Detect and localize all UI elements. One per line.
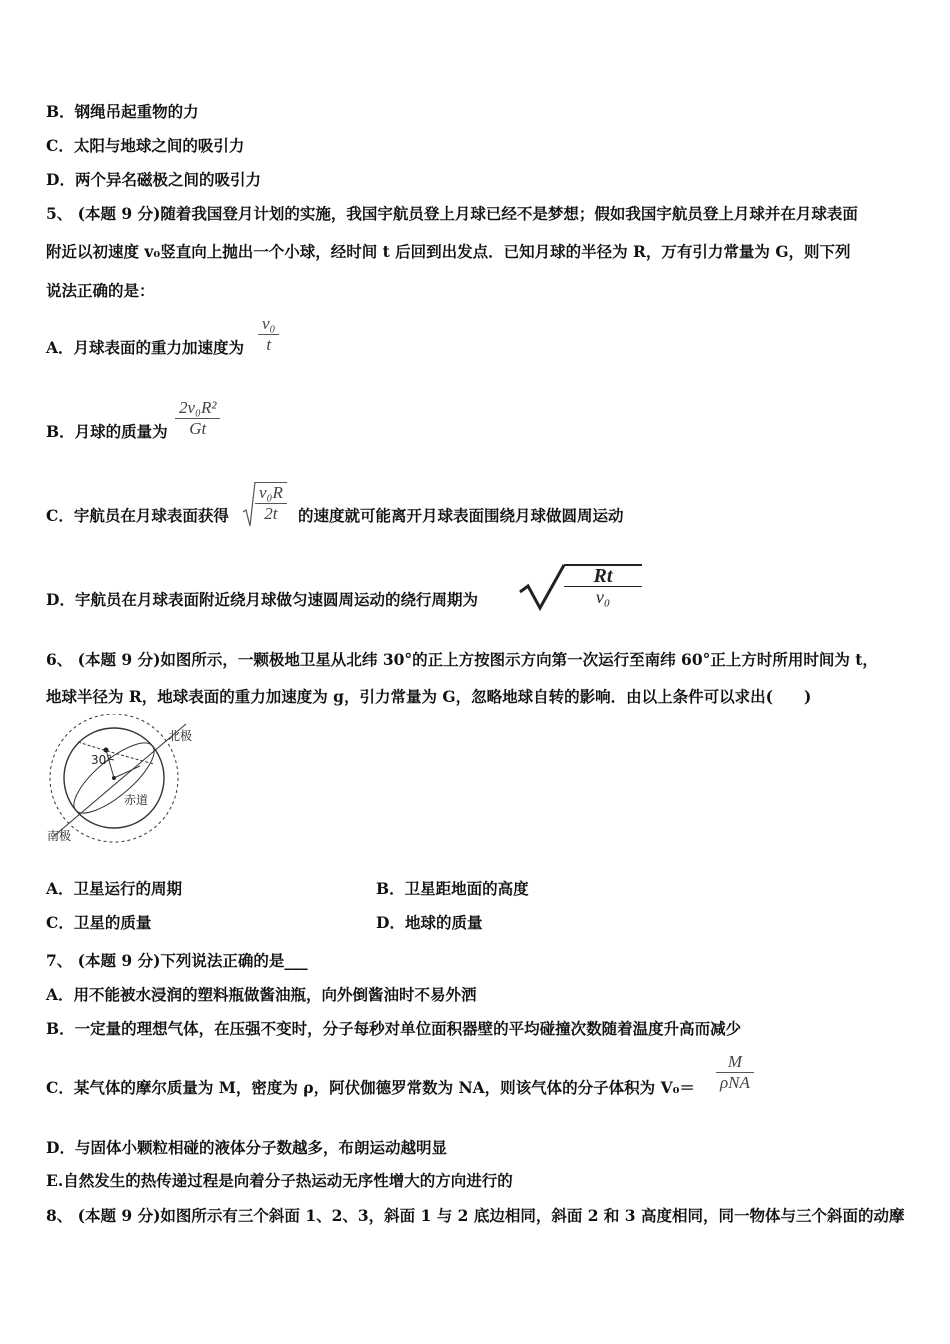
fraction-denominator: ρNA: [720, 1073, 750, 1092]
q5-option-c-tail: 的速度就可能离开月球表面围绕月球做圆周运动: [298, 506, 624, 525]
fraction-numerator: v₀R: [259, 483, 283, 502]
q7-option-c: C．某气体的摩尔质量为 M，密度为 ρ，阿伏伽德罗常数为 NA，则该气体的分子体积为 V₀＝: [46, 1078, 695, 1097]
fraction-numerator: v₀: [262, 314, 276, 333]
q7-option-a: A．用不能被水浸润的塑料瓶做酱油瓶，向外倒酱油时不易外洒: [46, 985, 477, 1004]
q5-option-d: D．宇航员在月球表面附近绕月球做匀速圆周运动的绕行周期为: [46, 590, 478, 609]
angle-label: 30°: [91, 753, 113, 767]
q4-option-d: D．两个异名磁极之间的吸引力: [46, 170, 261, 189]
earth-satellite-figure: [44, 714, 196, 844]
fraction-numerator: Rt: [593, 565, 613, 587]
fraction-numerator: M: [727, 1052, 743, 1071]
q5-option-b: B．月球的质量为: [46, 422, 168, 441]
q6-option-d: D．地球的质量: [376, 913, 483, 932]
south-pole-label: 南极: [47, 829, 72, 843]
q5-option-d-fraction: [564, 564, 642, 607]
q5-option-b-fraction: [175, 398, 220, 439]
q5-option-a-fraction: [258, 314, 279, 355]
radical-sign-icon: [242, 480, 256, 530]
q4-option-c: C．太阳与地球之间的吸引力: [46, 136, 245, 155]
q5-stem-line2: 附近以初速度 v₀竖直向上抛出一个小球，经时间 t 后回到出发点．已知月球的半径为 R，万有引力常量为 G，则下列: [46, 242, 851, 261]
q6-option-c: C．卫星的质量: [46, 913, 152, 932]
q6-option-a: A．卫星运行的周期: [46, 879, 183, 898]
fraction-denominator: 2t: [264, 504, 278, 523]
q7-option-d: D．与固体小颗粒相碰的液体分子数越多，布朗运动越明显: [46, 1138, 447, 1157]
equator-label: 赤道: [124, 793, 149, 807]
north-pole-label: 北极: [168, 729, 193, 743]
q7-option-c-fraction: [716, 1052, 754, 1093]
fraction-numerator: 2v₀R²: [179, 398, 217, 417]
q8-stem-line1: 8、 (本题 9 分)如图所示有三个斜面 1、2、3，斜面 1 与 2 底边相同，斜面 2 和 3 高度相同，同一物体与三个斜面的动摩: [46, 1206, 905, 1225]
q5-option-c: C．宇航员在月球表面获得: [46, 506, 229, 525]
q5-option-a: A．月球表面的重力加速度为: [46, 338, 245, 357]
polar-axis: [54, 724, 186, 836]
q5-option-c-fraction: [255, 482, 287, 524]
q7-option-b: B．一定量的理想气体，在压强不变时，分子每秒对单位面积器壁的平均碰撞次数随着温度升高而减少: [46, 1019, 742, 1038]
q7-option-e: E.自然发生的热传递过程是向着分子热运动无序性增大的方向进行的: [46, 1171, 513, 1190]
q6-stem-line1: 6、 (本题 9 分)如图所示，一颗极地卫星从北纬 30°的正上方按图示方向第一次运行至南纬 60°正上方时所用时间为 t，: [46, 650, 878, 669]
radical-sign-icon: [518, 562, 566, 612]
fraction-denominator: v₀: [595, 587, 611, 607]
q5-stem-line1: 5、 (本题 9 分)随着我国登月计划的实施，我国宇航员登上月球已经不是梦想；假如我国宇航员登上月球并在月球表面: [46, 204, 858, 223]
fraction-denominator: Gt: [189, 419, 207, 438]
q6-option-b: B．卫星距地面的高度: [376, 879, 529, 898]
q5-stem-line3: 说法正确的是：: [46, 281, 155, 300]
q6-stem-line2: 地球半径为 R，地球表面的重力加速度为 g，引力常量为 G，忽略地球自转的影响．由以上条件可以求出( ): [46, 687, 812, 706]
q4-option-b: B．钢绳吊起重物的力: [46, 102, 199, 121]
satellite-dot: [104, 748, 109, 753]
q7-stem: 7、 (本题 9 分)下列说法正确的是___: [46, 951, 308, 970]
fraction-denominator: t: [266, 335, 272, 354]
